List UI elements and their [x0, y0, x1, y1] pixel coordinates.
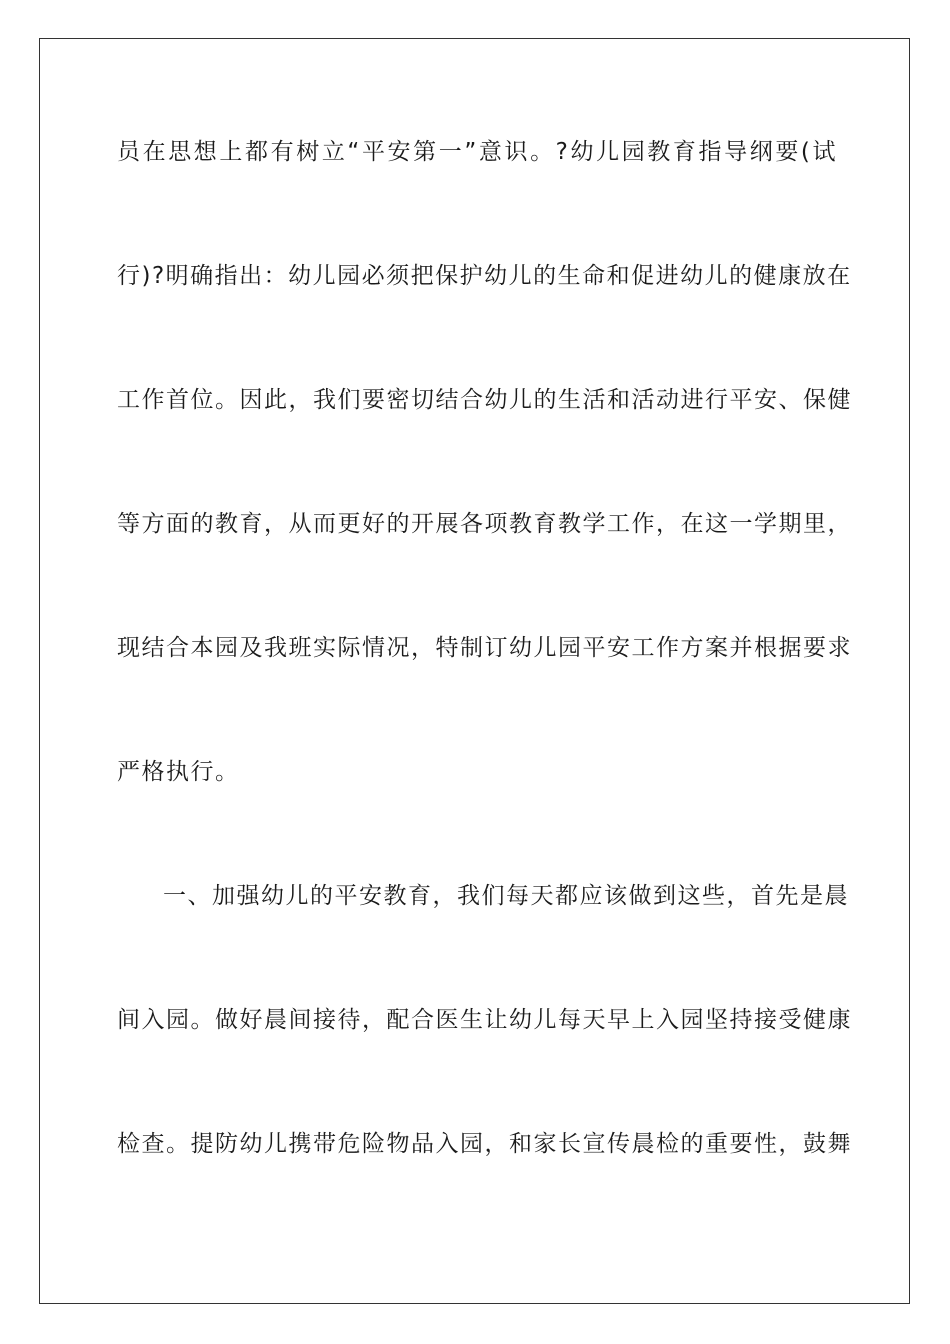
- text-line-3: 工作首位。因此，我们要密切结合幼儿的生活和活动进行平安、保健: [117, 387, 852, 413]
- text-line-2: 行)?明确指出：幼儿园必须把保护幼儿的生命和促进幼儿的健康放在: [117, 263, 852, 289]
- text-line-4: 等方面的教育，从而更好的开展各项教育教学工作，在这一学期里，: [117, 511, 852, 537]
- text-line-7: 一、加强幼儿的平安教育，我们每天都应该做到这些，首先是晨: [163, 883, 849, 909]
- text-line-9: 检查。提防幼儿携带危险物品入园，和家长宣传晨检的重要性，鼓舞: [117, 1131, 852, 1157]
- text-line-1: 员在思想上都有树立“平安第一”意识。?幼儿园教育指导纲要(试: [117, 139, 837, 165]
- text-line-8: 间入园。做好晨间接待，配合医生让幼儿每天早上入园坚持接受健康: [117, 1007, 852, 1033]
- text-line-6: 严格执行。: [117, 759, 240, 785]
- page-border: [39, 38, 910, 1304]
- text-line-5: 现结合本园及我班实际情况，特制订幼儿园平安工作方案并根据要求: [117, 635, 852, 661]
